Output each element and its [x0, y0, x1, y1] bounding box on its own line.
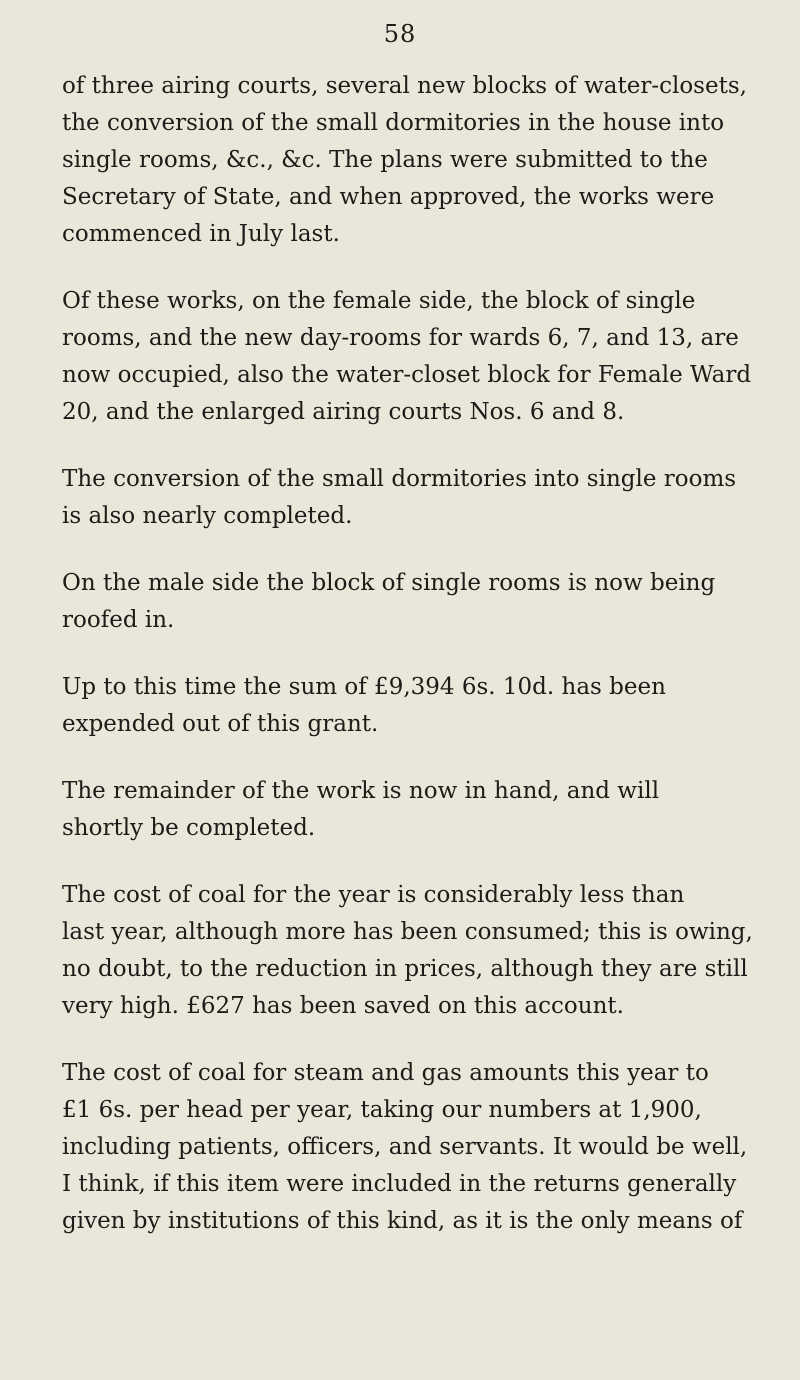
text-line: Of these works, on the female side, the block of single [62, 288, 696, 314]
text-line: On the male side the block of single rooms is now being [62, 570, 716, 596]
text-line: expended out of this grant. [62, 711, 379, 737]
text-line: no doubt, to the reduction in prices, although they are still [62, 956, 748, 982]
paragraph-8 [62, 1055, 768, 1240]
paragraph-7 [62, 877, 768, 1025]
text-line: shortly be completed. [62, 815, 316, 841]
text-line: last year, although more has been consumed; this is owing, [62, 919, 753, 945]
paragraph-3 [62, 461, 768, 535]
text-line: rooms, and the new day-rooms for wards 6, 7, and 13, are [62, 325, 739, 351]
text-line: I think, if this item were included in the returns generally [62, 1171, 737, 1197]
text-line: commenced in July last. [62, 221, 340, 247]
text-line: given by institutions of this kind, as it is the only means of [62, 1208, 743, 1234]
paragraph-1 [62, 68, 768, 253]
text-line: £1 6s. per head per year, taking our numbers at 1,900, [62, 1097, 702, 1123]
text-line: 20, and the enlarged airing courts Nos. 6 and 8. [62, 399, 625, 425]
paragraph-5 [62, 669, 768, 743]
text-line: Up to this time the sum of £9,394 6s. 10d. has been [62, 674, 666, 700]
text-line: The remainder of the work is now in hand, and will [62, 778, 660, 804]
text-line: very high. £627 has been saved on this account. [62, 993, 624, 1019]
text-line: The cost of coal for the year is considerably less than [62, 882, 685, 908]
text-line: Secretary of State, and when approved, the works were [62, 184, 715, 210]
text-line: single rooms, &c., &c. The plans were submitted to the [62, 147, 708, 173]
text-line: The cost of coal for steam and gas amounts this year to [62, 1060, 709, 1086]
text-line: roofed in. [62, 607, 175, 633]
paragraph-2 [62, 283, 768, 431]
paragraph-6 [62, 773, 768, 847]
page-number: 58 [383, 20, 417, 48]
text-line: is also nearly completed. [62, 503, 353, 529]
paragraph-4 [62, 565, 768, 639]
text-line: now occupied, also the water-closet block for Female Ward [62, 362, 752, 388]
body-text [62, 68, 768, 1270]
text-line: of three airing courts, several new blocks of water-closets, [62, 73, 747, 99]
text-line: The conversion of the small dormitories into single rooms [62, 466, 737, 492]
text-line: including patients, officers, and servants. It would be well, [62, 1134, 748, 1160]
text-line: the conversion of the small dormitories in the house into [62, 110, 725, 136]
